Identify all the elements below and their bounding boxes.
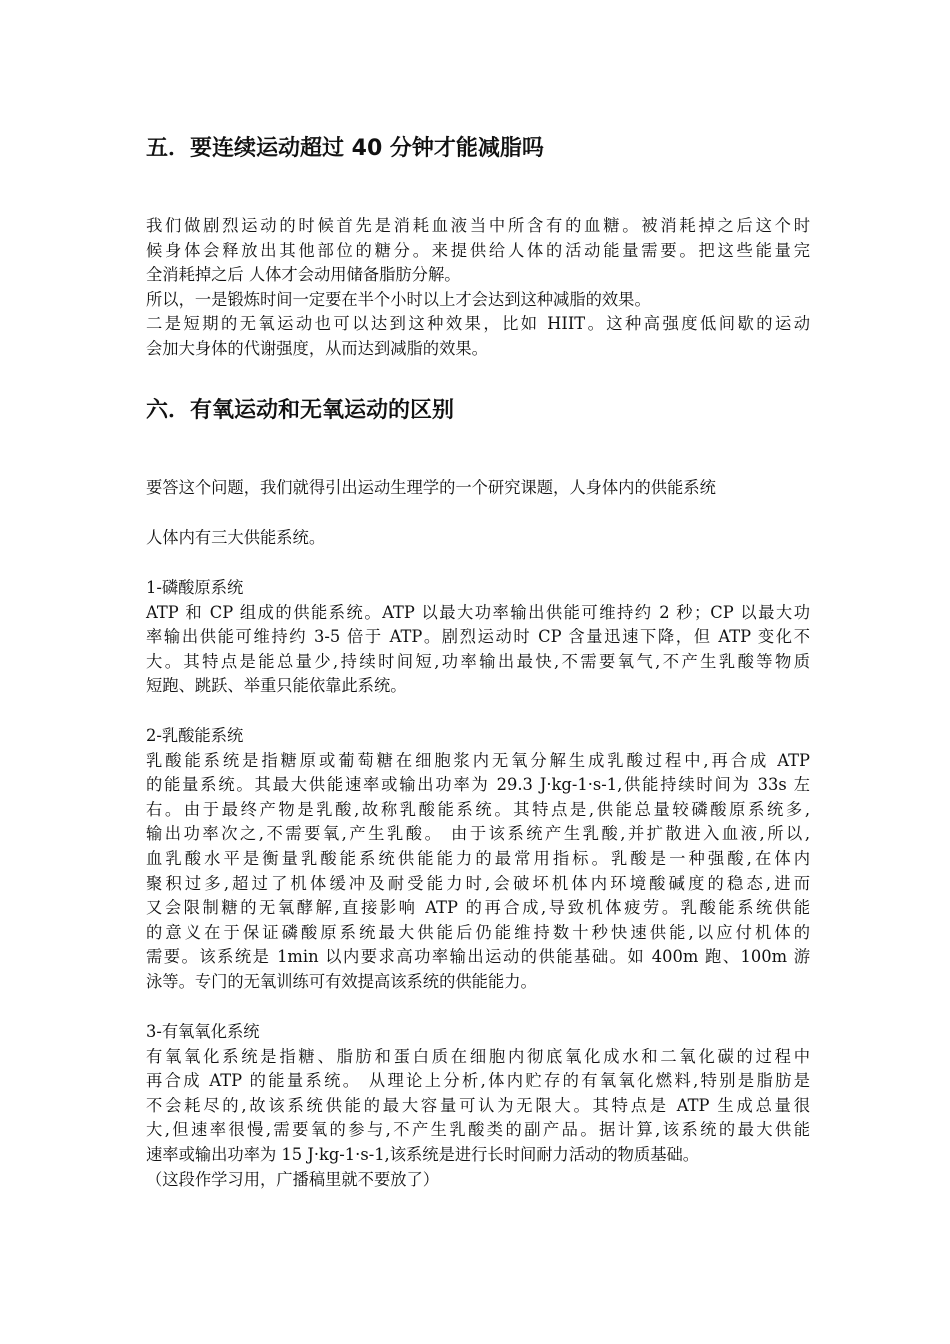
section-5-paragraph	[146, 214, 810, 362]
note-line: （这段作学习用，广播稿里就不要放了）	[146, 1169, 440, 1189]
paragraph-line: 我们做剧烈运动的时候首先是消耗血液当中所含有的血糖。被消耗掉之后这个时	[146, 216, 810, 235]
system-1-block	[146, 576, 810, 699]
paragraph-line: 全消耗掉之后 人体才会动用储备脂肪分解。	[146, 265, 461, 285]
section-6-summary	[146, 526, 810, 551]
paragraph-line: 的能量系统。其最大供能速率或输出功率为 29.3 J·kg-1·s-1,供能持续时间为 33s 左	[146, 775, 810, 795]
paragraph-line: 会加大身体的代谢强度，从而达到减脂的效果。	[146, 338, 488, 358]
system-2-title: 2-乳酸能系统	[146, 726, 244, 745]
section-6-intro	[146, 476, 810, 501]
section-5-heading: 五．要连续运动超过 40 分钟才能减脂吗	[146, 136, 544, 161]
paragraph-line: 速率或输出功率为 15 J·kg-1·s-1,该系统是进行长时间耐力活动的物质基础。	[146, 1144, 700, 1164]
paragraph-line: 需要。该系统是 1min 以内要求高功率输出运动的供能基础。如 400m 跑、100m 游	[146, 947, 810, 967]
paragraph-line: 候身体会释放出其他部位的糖分。来提供给人体的活动能量需要。把这些能量完	[146, 240, 810, 260]
paragraph-line: 的意义在于保证磷酸原系统最大供能后仍能维持数十秒快速供能,以应付机体的	[146, 922, 810, 942]
intro-line: 要答这个问题，我们就得引出运动生理学的一个研究课题，人身体内的供能系统	[146, 478, 716, 497]
summary-line: 人体内有三大供能系统。	[146, 528, 326, 547]
paragraph-line: 二是短期的无氧运动也可以达到这种效果，比如 HIIT。这种高强度低间歇的运动	[146, 314, 810, 334]
paragraph-line: 有氧氧化系统是指糖、脂肪和蛋白质在细胞内彻底氧化成水和二氧化碳的过程中	[146, 1046, 810, 1066]
paragraph-line: 率输出供能可维持约 3-5 倍于 ATP。剧烈运动时 CP 含量迅速下降，但 ATP 变化不	[146, 627, 810, 647]
paragraph-line: 输出功率次之,不需要氧,产生乳酸。 由于该系统产生乳酸,并扩散进入血液,所以,	[146, 824, 810, 844]
system-3-title: 3-有氧氧化系统	[146, 1022, 260, 1041]
paragraph-line: 短跑、跳跃、举重只能依靠此系统。	[146, 676, 407, 696]
paragraph-line: 右。由于最终产物是乳酸,故称乳酸能系统。其特点是,供能总量较磷酸原系统多,	[146, 799, 810, 819]
system-3-block	[146, 1020, 810, 1192]
paragraph-line: 泳等。专门的无氧训练可有效提高该系统的供能能力。	[146, 971, 537, 991]
paragraph-line: 大,但速率很慢,需要氧的参与,不产生乳酸类的副产品。据计算,该系统的最大供能	[146, 1120, 810, 1140]
paragraph-line: ATP 和 CP 组成的供能系统。ATP 以最大功率输出供能可维持约 2 秒；CP 以最大功	[146, 602, 810, 622]
system-1-title: 1-磷酸原系统	[146, 578, 244, 597]
paragraph-line: 乳酸能系统是指糖原或葡萄糖在细胞浆内无氧分解生成乳酸过程中,再合成 ATP	[146, 750, 810, 770]
paragraph-line: 聚积过多,超过了机体缓冲及耐受能力时,会破坏机体内环境酸碱度的稳态,进而	[146, 873, 810, 893]
system-2-block	[146, 724, 810, 995]
paragraph-line: 所以，一是锻炼时间一定要在半个小时以上才会达到这种减脂的效果。	[146, 289, 651, 309]
paragraph-line: 再合成 ATP 的能量系统。 从理论上分析,体内贮存的有氧氧化燃料,特别是脂肪是	[146, 1071, 810, 1091]
paragraph-line: 大。其特点是能总量少,持续时间短,功率输出最快,不需要氧气,不产生乳酸等物质	[146, 651, 810, 671]
paragraph-line: 不会耗尽的,故该系统供能的最大容量可认为无限大。其特点是 ATP 生成总量很	[146, 1095, 810, 1115]
paragraph-line: 血乳酸水平是衡量乳酸能系统供能能力的最常用指标。乳酸是一种强酸,在体内	[146, 848, 810, 868]
section-6-heading: 六．有氧运动和无氧运动的区别	[146, 398, 455, 423]
paragraph-line: 又会限制糖的无氧酵解,直接影响 ATP 的再合成,导致机体疲劳。乳酸能系统供能	[146, 898, 810, 918]
